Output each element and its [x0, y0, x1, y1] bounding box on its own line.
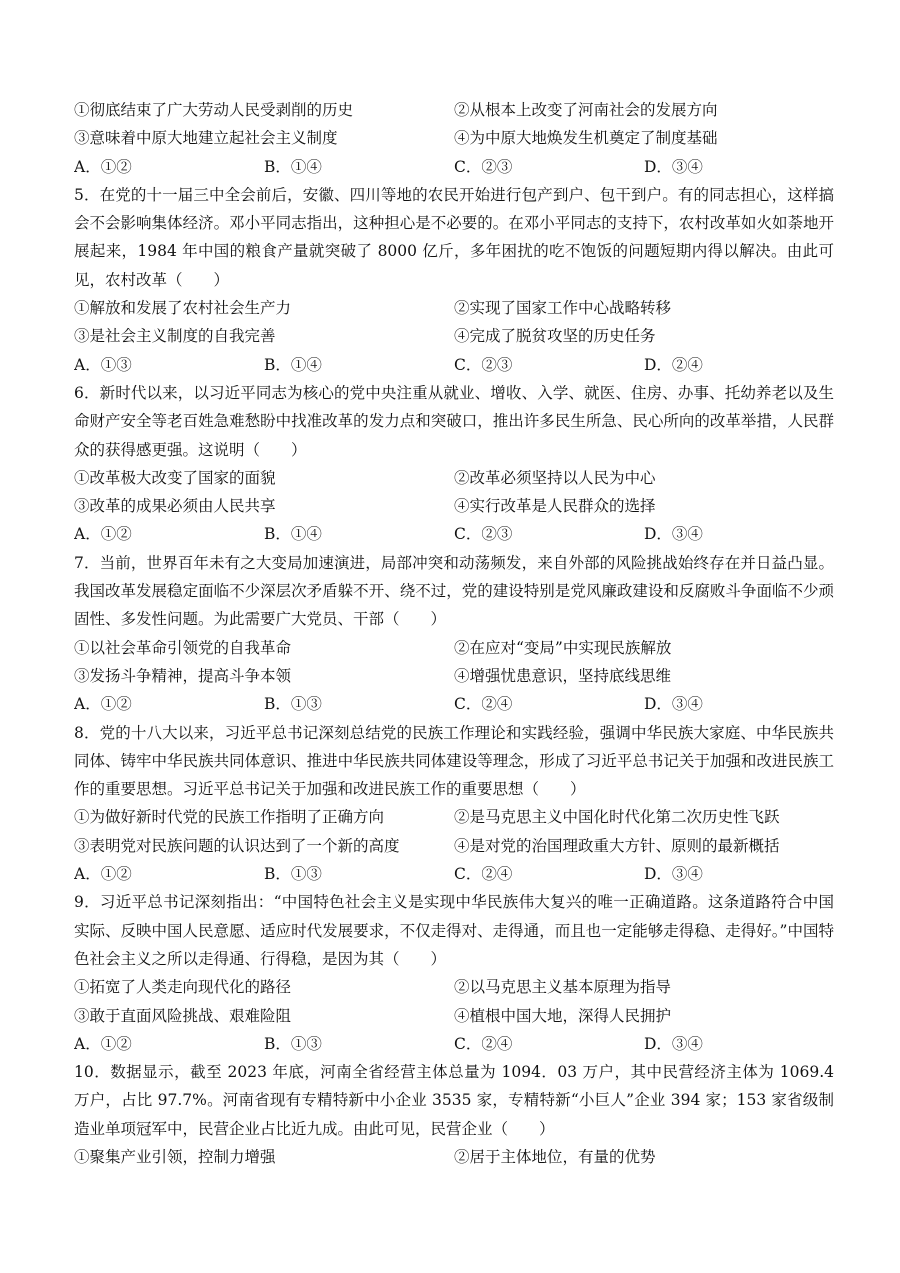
choice-a: A．①②: [74, 695, 132, 714]
choice-d: D．③④: [644, 157, 703, 176]
option-1: ①为做好新时代党的民族工作指明了正确方向: [74, 808, 385, 827]
choice-d: D．③④: [644, 525, 703, 544]
choice-b: B．①③: [264, 695, 322, 714]
option-row: [74, 973, 834, 1001]
choice-a: A．①②: [74, 525, 132, 544]
option-row: [74, 1143, 834, 1171]
option-row: [74, 96, 834, 124]
choice-row: [74, 153, 834, 181]
choice-d: D．③④: [644, 1034, 703, 1053]
option-2: ②居于主体地位，有量的优势: [454, 1147, 656, 1166]
choice-a: A．①②: [74, 157, 132, 176]
choice-d: D．②④: [644, 355, 703, 374]
choice-d: D．③④: [644, 865, 703, 884]
option-2: ②实现了国家工作中心战略转移: [454, 299, 672, 318]
option-2: ②在应对“变局”中实现民族解放: [454, 638, 672, 657]
choice-a: A．①②: [74, 865, 132, 884]
choice-d: D．③④: [644, 695, 703, 714]
question-5-stem: 5．在党的十一届三中全会前后，安徽、四川等地的农民开始进行包产到户、包干到户。有的同志担心，这样搞会不会影响集体经济。邓小平同志指出，这种担心是不必要的。在邓小平同志的支持下，农村改革如火如荼地开展起来，1984 年中国的粮食产量就突破了 8000 亿斤，多年困扰的吃不饱饭的问题短期内得以解决。由此可见，农村改革（ ）: [74, 185, 834, 289]
option-row: [74, 492, 834, 520]
question-6-stem: 6．新时代以来，以习近平同志为核心的党中央注重从就业、增收、入学、就医、住房、办事、托幼养老以及生命财产安全等老百姓急难愁盼中找准改革的发力点和突破口，推出许多民生所急、民心所向的改革举措，人民群众的获得感更强。这说明（ ）: [74, 383, 834, 459]
choice-c: C．②③: [454, 157, 513, 176]
choice-c: C．②④: [454, 1034, 513, 1053]
option-3: ③意味着中原大地建立起社会主义制度: [74, 129, 338, 148]
choice-c: C．②③: [454, 525, 513, 544]
question-7-stem: 7．当前，世界百年未有之大变局加速演进，局部冲突和动荡频发，来自外部的风险挑战始终存在并日益凸显。我国改革发展稳定面临不少深层次矛盾躲不开、绕不过，党的建设特别是党风廉政建设和反腐败斗争面临不少顽固性、多发性问题。为此需要广大党员、干部（ ）: [74, 553, 834, 629]
option-4: ④是对党的治国理政重大方针、原则的最新概括: [454, 836, 780, 855]
choice-c: C．②④: [454, 695, 513, 714]
option-1: ①以社会革命引领党的自我革命: [74, 638, 292, 657]
option-1: ①解放和发展了农村社会生产力: [74, 299, 292, 318]
option-4: ④植根中国大地，深得人民拥护: [454, 1006, 672, 1025]
option-row: [74, 294, 834, 322]
option-row: [74, 322, 834, 350]
option-2: ②是马克思主义中国化时代化第二次历史性飞跃: [454, 808, 780, 827]
option-4: ④为中原大地焕发生机奠定了制度基础: [454, 129, 718, 148]
choice-a: A．①②: [74, 1034, 132, 1053]
option-4: ④完成了脱贫攻坚的历史任务: [454, 327, 656, 346]
option-3: ③发扬斗争精神，提高斗争本领: [74, 666, 292, 685]
choice-row: [74, 860, 834, 888]
option-row: [74, 124, 834, 152]
option-row: [74, 662, 834, 690]
choice-row: [74, 520, 834, 548]
option-1: ①聚集产业引领，控制力增强: [74, 1147, 276, 1166]
option-3: ③改革的成果必须由人民共享: [74, 497, 276, 516]
choice-a: A．①③: [74, 355, 132, 374]
option-1: ①拓宽了人类走向现代化的路径: [74, 978, 292, 997]
option-row: [74, 832, 834, 860]
option-row: [74, 634, 834, 662]
choice-b: B．①④: [264, 355, 322, 374]
choice-b: B．①④: [264, 157, 322, 176]
choice-b: B．①③: [264, 865, 322, 884]
choice-row: [74, 690, 834, 718]
choice-c: C．②④: [454, 865, 513, 884]
option-row: [74, 803, 834, 831]
question-9-stem: 9．习近平总书记深刻指出：“中国特色社会主义是实现中华民族伟大复兴的唯一正确道路。这条道路符合中国实际、反映中国人民意愿、适应时代发展要求，不仅走得对、走得通，而且也一定能够走得稳、走得好。”中国特色社会主义之所以走得通、行得稳，是因为其（ ）: [74, 893, 834, 968]
option-2: ②以马克思主义基本原理为指导: [454, 978, 672, 997]
choice-b: B．①③: [264, 1034, 322, 1053]
option-1: ①彻底结束了广大劳动人民受剥削的历史: [74, 101, 354, 119]
option-3: ③表明党对民族问题的认识达到了一个新的高度: [74, 836, 400, 855]
choice-c: C．②③: [454, 355, 513, 374]
choice-b: B．①④: [264, 525, 322, 544]
option-row: [74, 464, 834, 492]
option-row: [74, 1002, 834, 1030]
question-8-stem: 8．党的十八大以来，习近平总书记深刻总结党的民族工作理论和实践经验，强调中华民族大家庭、中华民族共同体、铸牢中华民族共同体意识、推进中华民族共同体建设等理念，形成了习近平总书记关于加强和改进民族工作的重要思想。习近平总书记关于加强和改进民族工作的重要思想（ ）: [74, 723, 834, 799]
option-4: ④增强忧患意识，坚持底线思维: [454, 666, 672, 685]
option-2: ②从根本上改变了河南社会的发展方向: [454, 101, 718, 119]
option-3: ③是社会主义制度的自我完善: [74, 327, 276, 346]
choice-row: [74, 1030, 834, 1058]
option-3: ③敢于直面风险挑战、艰难险阻: [74, 1006, 292, 1025]
choice-row: [74, 351, 834, 379]
option-1: ①改革极大改变了国家的面貌: [74, 468, 276, 487]
option-2: ②改革必须坚持以人民为中心: [454, 468, 656, 487]
question-10-stem: 10．数据显示，截至 2023 年底，河南全省经营主体总量为 1094．03 万户，其中民营经济主体为 1069.4 万户，占比 97.7%。河南省现有专精特新中小企业 3535 家，专精特新“小巨人”企业 394 家；153 家省级制造业单项冠军中，民营企业占比近九成。由此可见，民营企业（ ）: [74, 1063, 834, 1138]
option-4: ④实行改革是人民群众的选择: [454, 497, 656, 516]
exam-page: [74, 96, 834, 1171]
